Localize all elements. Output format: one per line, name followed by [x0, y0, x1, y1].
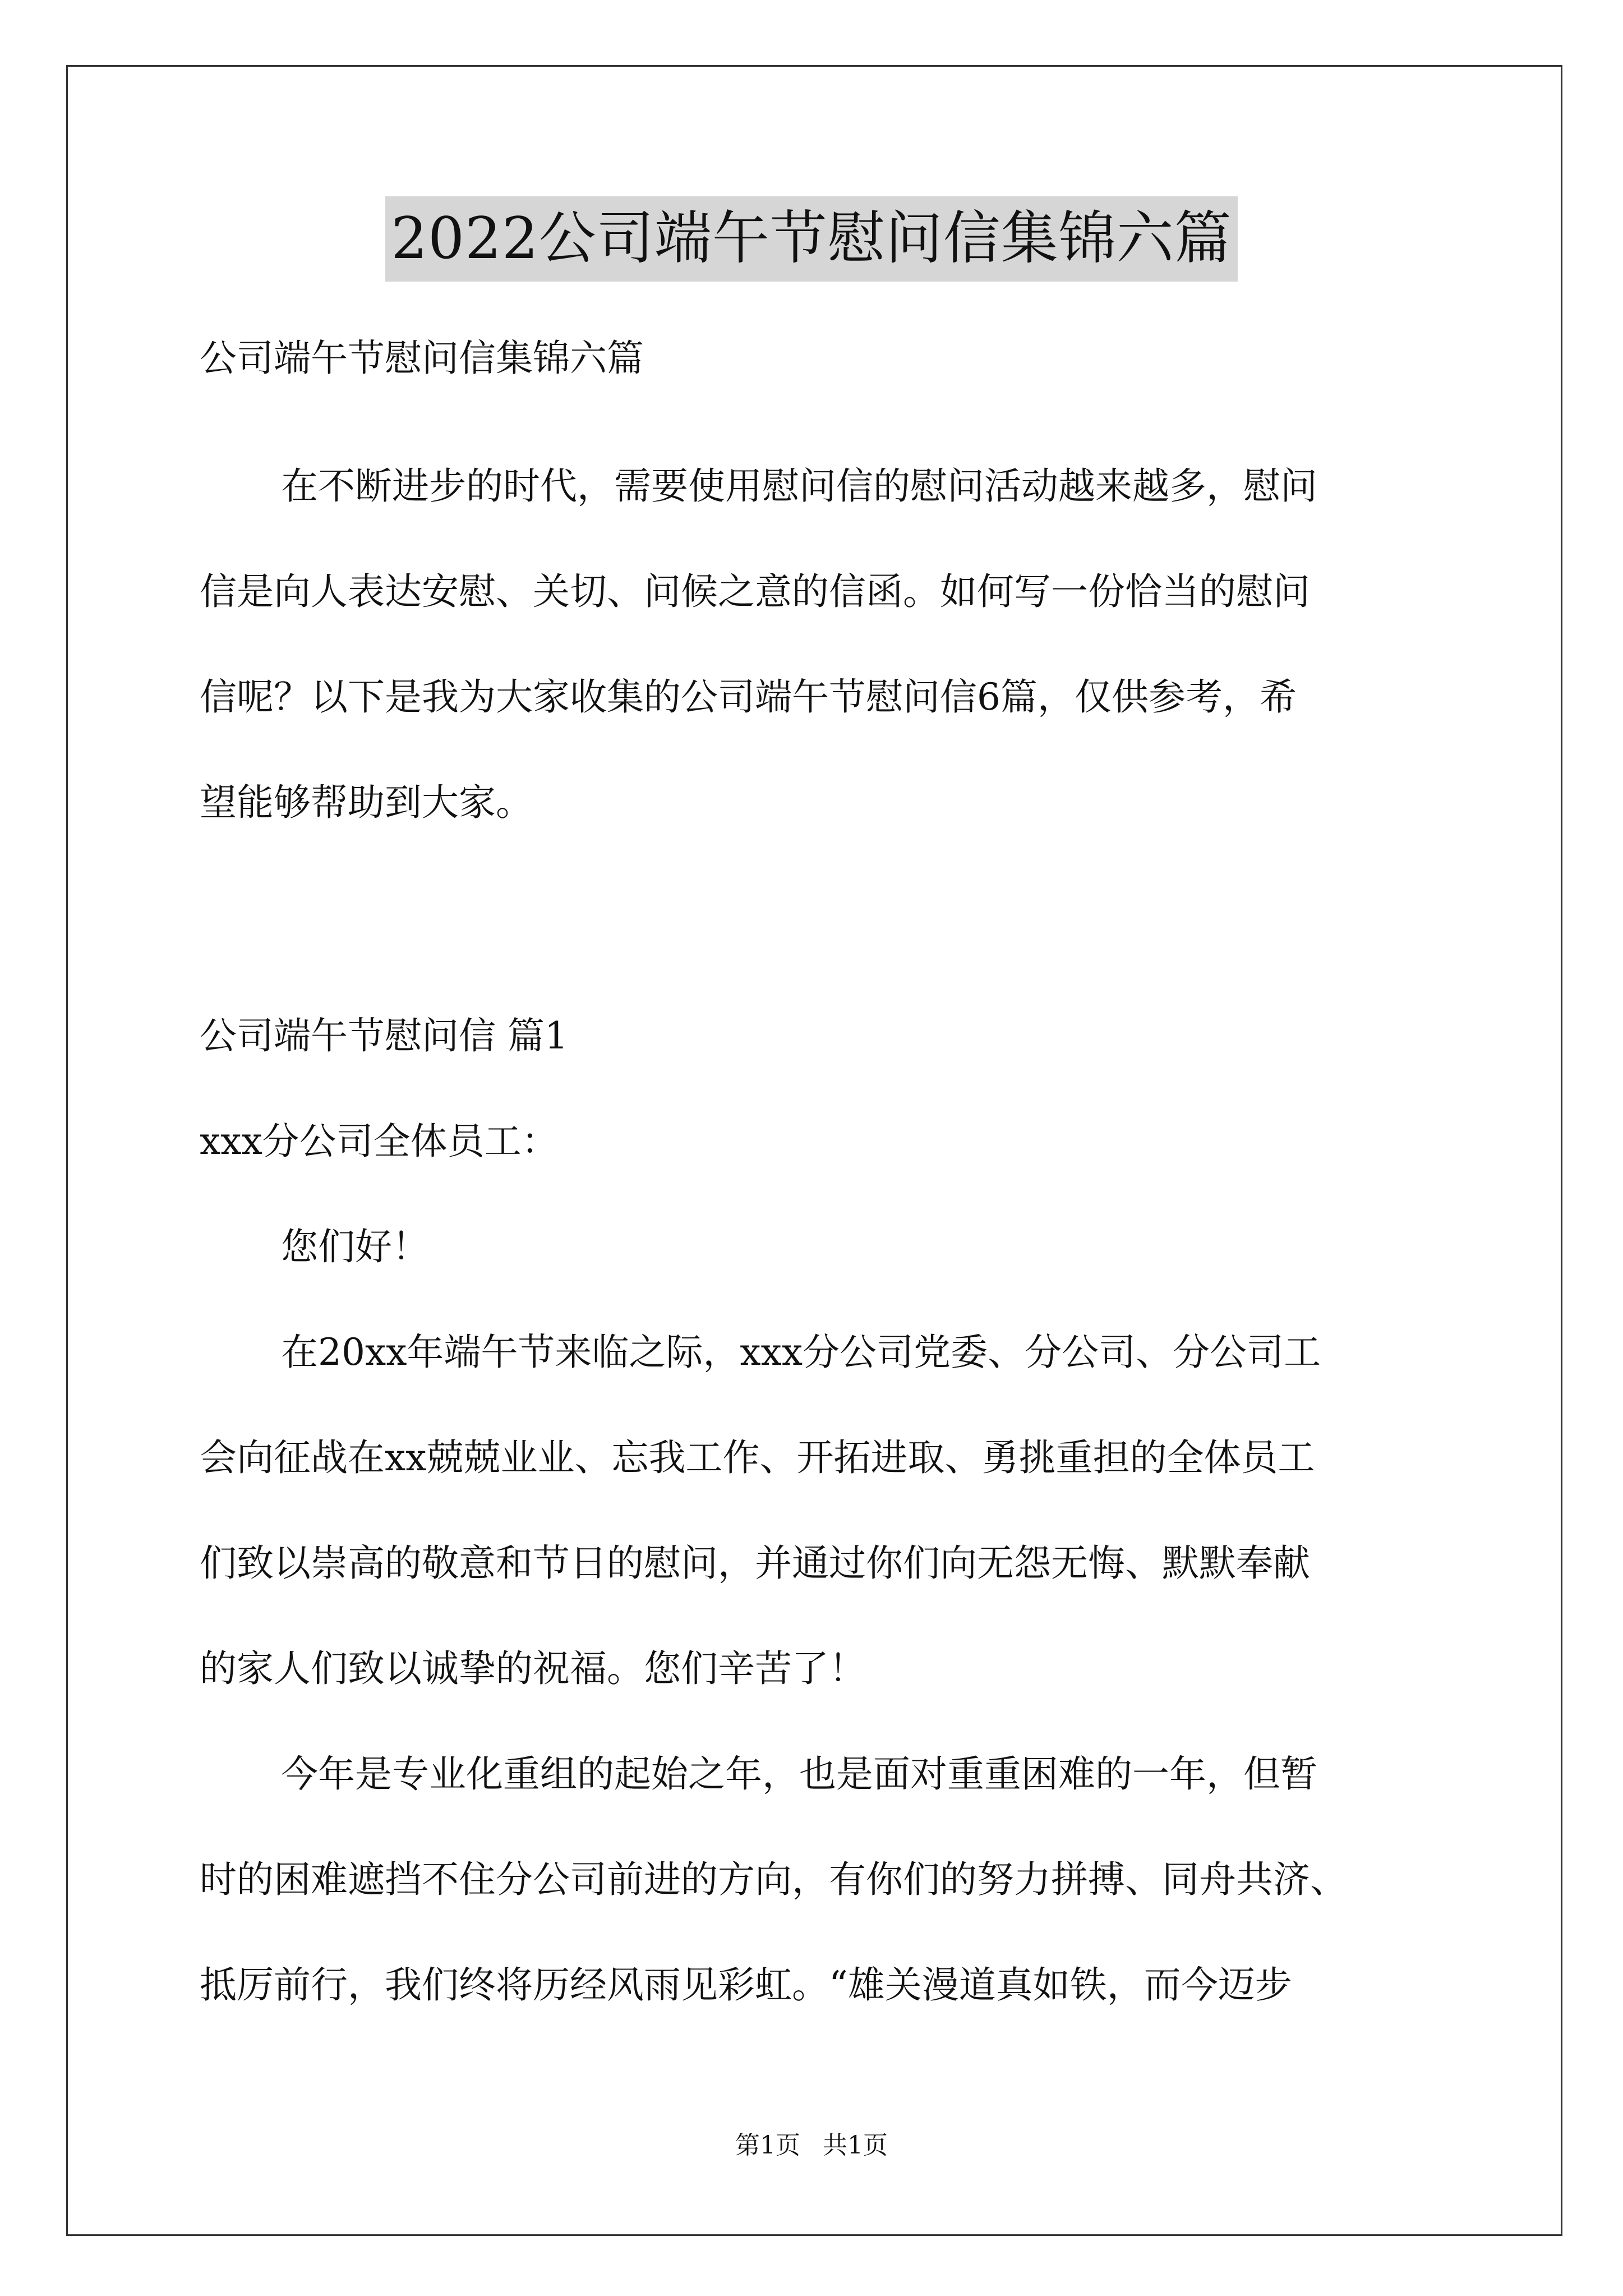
- page-footer: [0, 2129, 1623, 2162]
- paragraph2-line-2: 时的困难遮挡不住分公司前进的方向，有你们的努力拼搏、同舟共济、: [200, 1858, 1347, 1901]
- document-title: 2022公司端午节慰问信集锦六篇: [385, 196, 1238, 282]
- intro-line-4: 望能够帮助到大家。: [200, 781, 533, 824]
- salutation: xxx分公司全体员工：: [200, 1120, 559, 1163]
- paragraph1-line-4: 的家人们致以诚挚的祝福。您们辛苦了！: [200, 1647, 866, 1690]
- intro-line-2: 信是向人表达安慰、关切、问候之意的信函。如何写一份恰当的慰问: [200, 570, 1310, 613]
- title-container: [0, 196, 1623, 282]
- paragraph1-line-2: 会向征战在xx兢兢业业、忘我工作、开拓进取、勇挑重担的全体员工: [200, 1436, 1315, 1479]
- paragraph1-line-1: 在20xx年端午节来临之际，xxx分公司党委、分公司、分公司工: [281, 1331, 1321, 1374]
- intro-line-3: 信呢？以下是我为大家收集的公司端午节慰问信6篇，仅供参考，希: [200, 675, 1297, 719]
- section-heading: 公司端午节慰问信 篇1: [200, 1014, 568, 1057]
- page-number: 第1页: [735, 2131, 800, 2160]
- intro-line-1: 在不断进步的时代，需要使用慰问信的慰问活动越来越多，慰问: [281, 464, 1317, 508]
- document-body: [200, 306, 1490, 2038]
- page-total: 共1页: [823, 2131, 888, 2160]
- greeting: 您们好！: [281, 1225, 429, 1268]
- paragraph1-line-3: 们致以崇高的敬意和节日的慰问，并通过你们向无怨无悔、默默奉献: [200, 1542, 1310, 1585]
- paragraph2-line-1: 今年是专业化重组的起始之年，也是面对重重困难的一年，但暂: [281, 1752, 1317, 1796]
- paragraph2-line-3: 抵厉前行，我们终将历经风雨见彩虹。“雄关漫道真如铁，而今迈步: [200, 1963, 1292, 2007]
- subtitle: 公司端午节慰问信集锦六篇: [200, 337, 644, 380]
